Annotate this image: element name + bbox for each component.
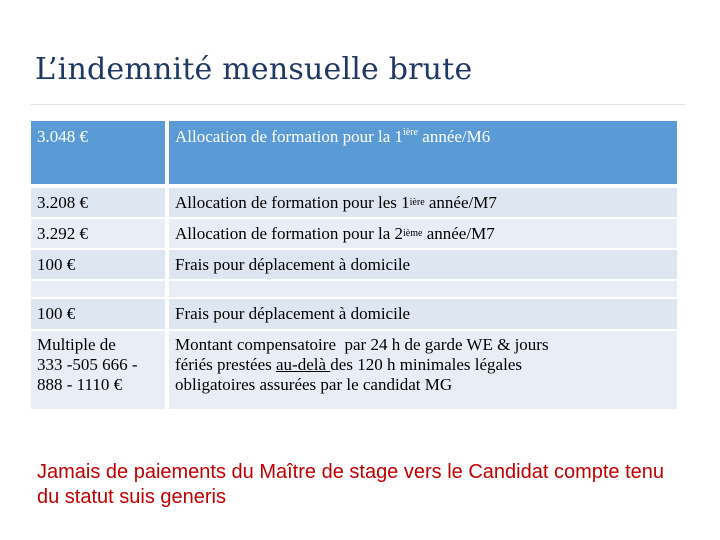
amount-cell: 100 €	[31, 250, 165, 279]
page-title: L’indemnité mensuelle brute	[35, 52, 473, 87]
amount-cell: 3.208 €	[31, 188, 165, 217]
amount-cell: 3.048 €	[31, 121, 165, 184]
table-row	[31, 188, 677, 217]
table-row	[31, 219, 677, 248]
table-row	[31, 250, 677, 279]
table-row	[31, 331, 677, 409]
description-cell: Frais pour déplacement à domicile	[169, 250, 677, 279]
description-cell: Allocation de formation pour les 1 ière année/M7	[169, 188, 677, 217]
title-divider	[30, 104, 685, 105]
table-row-empty	[31, 281, 677, 297]
amount-cell: 3.292 €	[31, 219, 165, 248]
description-cell: Allocation de formation pour la 2 ième année/M7	[169, 219, 677, 248]
footer-note: Jamais de paiements du Maître de stage vers le Candidat compte tenu du statut suis generis	[37, 461, 665, 508]
description-cell: Frais pour déplacement à domicile	[169, 299, 677, 329]
description-cell: Montant compensatoire par 24 h de garde WE & jours fériés prestées au-delà des 120 h minimales légales obligatoires assurées par le candidat MG	[169, 331, 677, 409]
table-row	[31, 121, 677, 184]
amount-cell: Multiple de 333 -505 666 - 888 - 1110 €	[31, 331, 165, 409]
description-cell: Allocation de formation pour la $1^{ière}$ année/M6	[169, 121, 677, 184]
table-row	[31, 299, 677, 329]
amount-cell: 100 €	[31, 299, 165, 329]
